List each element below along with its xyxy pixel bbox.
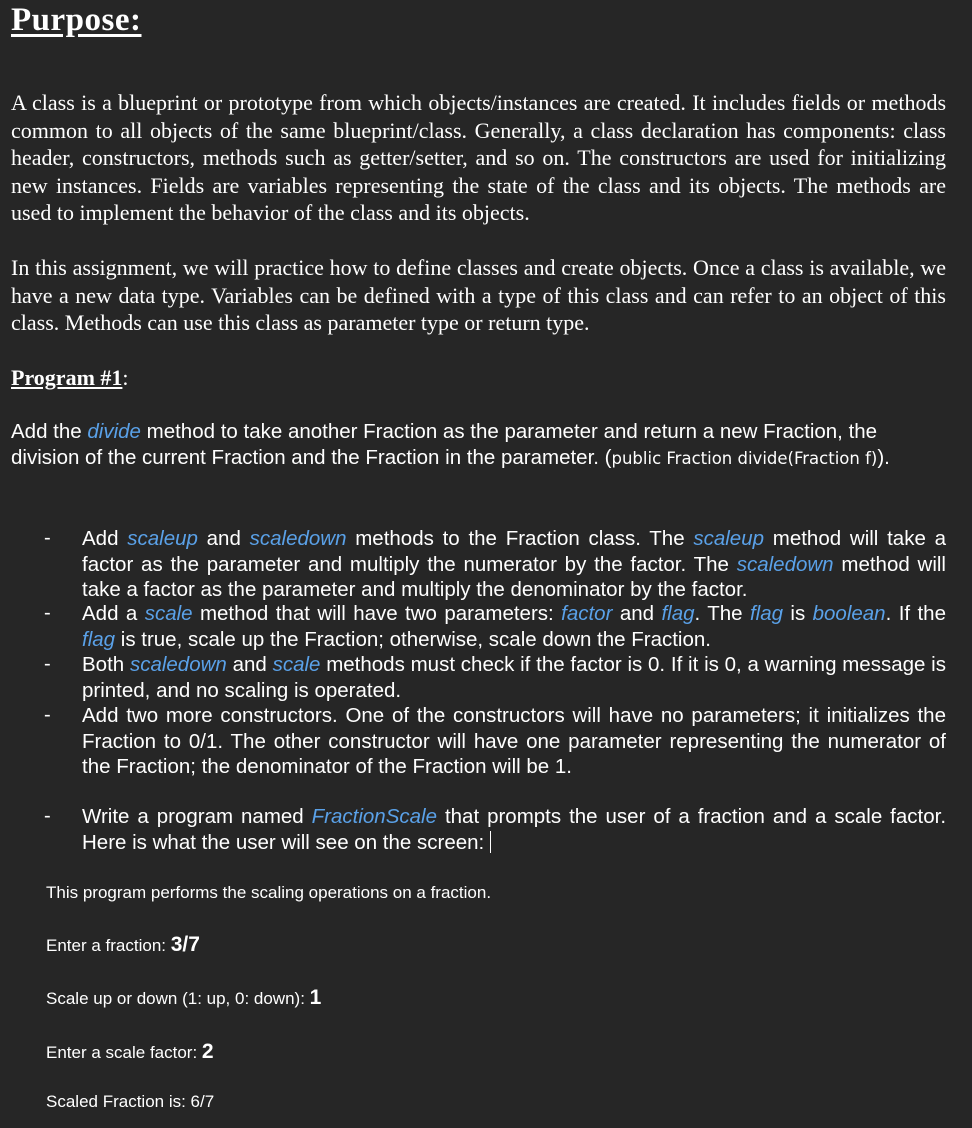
purpose-heading: Purpose: (11, 2, 142, 38)
direction-prompt: Scale up or down (1: up, 0: down): (46, 989, 310, 1008)
bullet-dash: - (44, 805, 51, 827)
fractionscale-highlight: FractionScale (311, 805, 437, 828)
boolean-highlight: boolean (812, 602, 886, 625)
program-heading-colon: : (122, 365, 129, 390)
program-heading (11, 364, 129, 392)
scaledown-highlight: scaledown (736, 552, 834, 576)
fraction-prompt: Enter a fraction: (46, 936, 171, 955)
sample-fraction-line (46, 934, 200, 957)
sample-factor-line (46, 1041, 214, 1064)
scaleup-highlight: scaleup (127, 527, 198, 550)
text: . The (694, 602, 750, 625)
text: method that will have two parameters: (192, 602, 562, 625)
factor-prompt: Enter a scale factor: (46, 1043, 202, 1062)
intro-text: Add the (11, 420, 88, 443)
scaledown-highlight: scaledown (249, 527, 347, 550)
text: method will take a factor as the parameter and multiply the denominator by the factor. (82, 552, 946, 601)
text: is (783, 602, 813, 625)
divide-method-highlight: divide (87, 420, 141, 443)
bullet-dash: - (44, 602, 51, 624)
text: . If the (885, 602, 946, 625)
text: methods must check if the factor is 0. If it is 0, a warning message is printed, and no scaling is operated. (82, 653, 946, 702)
intro-paragraph-classes: A class is a blueprint or prototype from which objects/instances are created. It includes fields or methods common to all objects of the same blueprint/class. Generally, a class declaration has components: class header, constructors, methods such as getter/setter, and so on. The constructors are used for initializing new instances. Fields are variables representing the state of the class and its objects. The methods are used to implement the behavior of the class and its objects. (11, 90, 946, 225)
list-item-text (82, 804, 946, 855)
scaledown-highlight: scaledown (129, 653, 227, 676)
divide-method-signature: public Fraction divide(Fraction f) (611, 449, 878, 468)
list-item-text: Add two more constructors. One of the constructors will have no parameters; it initializes the Fraction to 0/1. The other constructor will have one parameter representing the numerator of the Fraction; the denominator of the Fraction will be 1. (82, 704, 946, 778)
intro-paragraph-assignment: In this assignment, we will practice how to define classes and create objects. Once a class is available, we have a new data type. Variables can be defined with a type of this class and can refer to an object of this class. Methods can use this class as parameter type or return type. (11, 255, 946, 335)
bullet-dash: - (44, 653, 51, 675)
flag-highlight: flag (82, 627, 116, 651)
flag-highlight: flag (749, 602, 784, 625)
sample-direction-line (46, 987, 321, 1010)
program-heading-label: Program #1 (11, 365, 123, 390)
scale-highlight: scale (272, 653, 321, 676)
factor-value: 2 (201, 1040, 214, 1063)
fraction-value: 3/7 (170, 933, 200, 956)
sample-output-intro: This program performs the scaling operations on a fraction. (46, 883, 492, 902)
bullet-dash: - (44, 704, 51, 726)
text-cursor (490, 831, 491, 853)
program-intro-paragraph (11, 419, 946, 472)
text: is true, scale up the Fraction; otherwise, scale down the Fraction. (115, 627, 711, 651)
list-item-text (82, 526, 946, 603)
text: and (612, 602, 662, 625)
intro-text: method to take another Fraction as the parameter and return a new Fraction, the division of the current Fraction and the Fraction in the parameter. ( (11, 420, 878, 469)
factor-highlight: factor (561, 602, 613, 625)
scaleup-highlight: scaleup (693, 527, 765, 550)
text: Write a program named (82, 805, 312, 828)
text: Add (82, 527, 128, 550)
scale-highlight: scale (144, 602, 193, 625)
list-item-text (82, 601, 946, 652)
text: Add a (82, 602, 145, 625)
bullet-dash: - (44, 527, 51, 549)
text: Both (82, 653, 130, 676)
direction-value: 1 (309, 986, 322, 1009)
text: that prompts the user of a fraction and a scale factor. Here is what the user will see on the screen: (82, 805, 947, 854)
flag-highlight: flag (661, 602, 695, 625)
intro-text: ). (877, 446, 890, 469)
list-item-text (82, 652, 946, 703)
text: method will take a factor as the parameter and multiply the numerator by the factor. The (82, 527, 946, 576)
sample-result-line: Scaled Fraction is: 6/7 (46, 1092, 215, 1111)
text: and (197, 527, 250, 550)
text: methods to the Fraction class. The (346, 527, 694, 550)
text: and (226, 653, 273, 676)
